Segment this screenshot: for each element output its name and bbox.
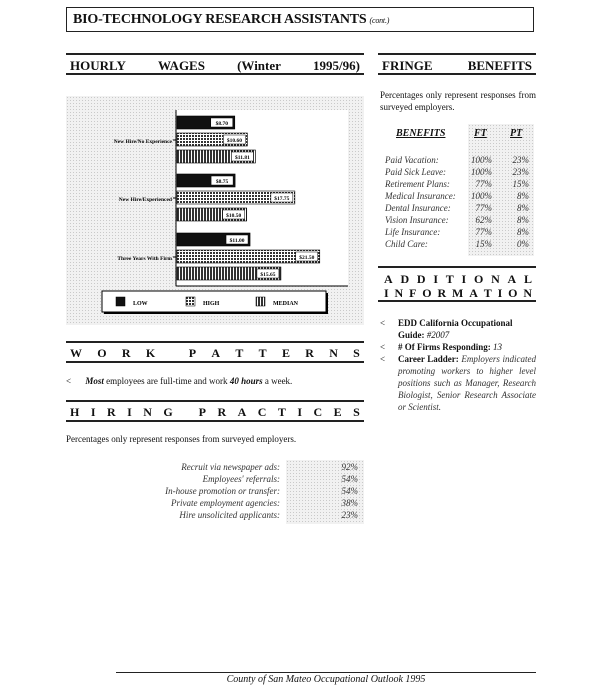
chart-data-label: $10.60 <box>226 138 242 144</box>
header-word: G <box>163 405 173 419</box>
header-word: P <box>198 405 206 419</box>
fringe-row <box>385 167 533 179</box>
header-word: H <box>70 405 80 419</box>
header-word: I <box>461 272 467 286</box>
hourly-wages-header <box>66 53 364 75</box>
header-word: T <box>445 272 454 286</box>
header-word: 1995/96) <box>313 58 360 73</box>
header-word: N <box>329 346 338 360</box>
header-word: O <box>97 346 107 360</box>
chart-category-label: Three Years With Firm <box>117 256 172 262</box>
header-word: HOURLY <box>70 58 126 73</box>
hiring-practice-name: Private employment agencies: <box>171 498 280 508</box>
header-word: R <box>437 286 447 300</box>
hiring-row <box>130 474 364 486</box>
header-word: F <box>409 286 417 300</box>
fringe-benefit-name: Life Insurance: <box>385 227 441 237</box>
chart-legend-label: HIGH <box>203 301 220 307</box>
header-word: N <box>491 272 500 286</box>
work-bullet: < <box>66 376 72 386</box>
footer-rule <box>116 672 536 673</box>
work-patterns-text <box>66 376 364 386</box>
header-word: C <box>257 405 267 419</box>
header-word: C <box>313 405 323 419</box>
chart-data-label: $17.75 <box>274 196 290 202</box>
fringe-row <box>385 215 533 227</box>
fringe-benefit-name: Medical Insurance: <box>385 191 456 201</box>
header-word: I <box>497 286 503 300</box>
fringe-row <box>385 191 533 203</box>
hiring-practice-name: Recruit via newspaper ads: <box>181 462 280 472</box>
addl-edd-label: EDD California Occupational Guide: <box>398 318 513 340</box>
work-most: Most <box>85 376 104 386</box>
hiring-practice-name: In-house promotion or transfer: <box>165 486 280 496</box>
fringe-row <box>385 155 533 167</box>
header-word: T <box>483 286 492 300</box>
header-word: A <box>211 346 221 360</box>
header-word: W <box>70 346 82 360</box>
work-patterns-header <box>66 341 364 363</box>
addl-career-label: Career Ladder: <box>398 354 459 364</box>
header-word: P <box>188 346 197 360</box>
fringe-ft-value: 77% <box>475 203 492 213</box>
bullet-mark: < <box>380 354 386 364</box>
hiring-row <box>130 462 364 474</box>
fringe-pt-value: 8% <box>517 227 529 237</box>
fringe-row <box>385 179 533 191</box>
header-word: I <box>127 405 132 419</box>
header-word: FRINGE <box>382 58 433 73</box>
fringe-pt-value: 8% <box>517 203 529 213</box>
header-word <box>184 405 187 420</box>
chart-data-label: $11.81 <box>235 155 250 161</box>
fringe-benefit-name: Paid Vacation: <box>385 155 439 165</box>
work-hours: 40 hours <box>229 376 263 386</box>
col-pt: PT <box>510 128 523 139</box>
fringe-pt-value: 0% <box>517 239 529 249</box>
footer-text: County of San Mateo Occupational Outlook 1995 <box>226 674 426 685</box>
col-ft: FT <box>474 128 487 139</box>
hiring-practice-value: 38% <box>341 498 358 508</box>
work-text-2: a week. <box>264 376 293 386</box>
fringe-benefit-name: Vision Insurance: <box>385 215 449 225</box>
header-word: R <box>305 346 314 360</box>
fringe-pt-value: 23% <box>512 155 529 165</box>
addl-firms-label: # Of Firms Responding: <box>398 342 491 352</box>
hiring-row <box>130 486 364 498</box>
addl-item-firms <box>380 341 536 353</box>
hiring-practice-value: 23% <box>341 510 358 520</box>
header-word: I <box>433 272 438 286</box>
fringe-pt-value: 15% <box>512 179 529 189</box>
chart-legend-swatch <box>186 297 195 306</box>
fringe-ft-value: 100% <box>471 191 492 201</box>
fringe-ft-value: 77% <box>475 227 492 237</box>
header-word: T <box>277 405 286 419</box>
chart-data-label: $8.70 <box>215 121 228 127</box>
hiring-practice-value: 54% <box>341 486 358 496</box>
addl-item-edd <box>380 317 536 341</box>
fringe-row <box>385 203 533 215</box>
fringe-row <box>385 227 533 239</box>
header-word: I <box>90 405 96 419</box>
header-word: O <box>508 286 518 300</box>
fringe-pt-value: 8% <box>517 191 529 201</box>
fringe-row <box>385 239 533 251</box>
fringe-ft-value: 100% <box>471 167 492 177</box>
page-title-box <box>66 7 534 32</box>
header-word: BENEFITS <box>467 58 532 73</box>
header-word: R <box>106 405 116 419</box>
header-word: S <box>353 346 360 360</box>
hiring-practice-value: 92% <box>341 462 358 472</box>
additional-info-header <box>378 266 536 302</box>
chart-category-label: New Hire/Experienced <box>118 197 172 203</box>
hiring-practice-name: Employees' referrals: <box>202 474 280 484</box>
header-word: D <box>400 272 410 286</box>
header-word: K <box>145 346 156 360</box>
header-word: O <box>422 286 432 300</box>
fringe-ft-value: 62% <box>475 215 492 225</box>
chart-legend-label: MEDIAN <box>273 301 298 307</box>
chart-data-label: $8.75 <box>215 179 229 185</box>
hiring-practice-name: Hire unsolicited applicants: <box>179 510 280 520</box>
header-word: WAGES <box>158 58 205 73</box>
bullet-mark: < <box>380 318 386 328</box>
chart-category-label: New Hire/No Experience <box>113 139 172 145</box>
header-word: A <box>384 272 393 286</box>
header-word <box>170 346 173 361</box>
header-word: E <box>333 405 342 419</box>
fringe-pt-value: 8% <box>517 215 529 225</box>
wages-chart-svg <box>66 96 364 325</box>
chart-data-label: $15.65 <box>260 272 276 278</box>
header-word: M <box>452 286 464 300</box>
header-word: (Winter <box>237 58 281 73</box>
hiring-intro: Percentages only represent responses from surveyed employers. <box>66 434 297 444</box>
hiring-table <box>130 460 364 524</box>
chart-legend-swatch <box>116 297 125 306</box>
header-word: A <box>469 286 478 300</box>
hiring-practices-header <box>66 400 364 422</box>
chart-data-label: $11.00 <box>229 238 245 244</box>
bullet-mark: < <box>380 342 386 352</box>
header-word: D <box>416 272 426 286</box>
addl-item-career <box>380 353 536 413</box>
header-word: T <box>235 346 244 360</box>
title-cont: (cont.) <box>369 16 390 25</box>
header-word: S <box>353 405 360 419</box>
fringe-benefit-name: Dental Insurance: <box>385 203 451 213</box>
hiring-practice-value: 54% <box>341 474 358 484</box>
fringe-benefits-header <box>378 53 536 75</box>
work-text-1: employees are full-time and work <box>106 376 228 386</box>
header-word: L <box>523 272 532 286</box>
header-word: I <box>297 405 303 419</box>
fringe-pt-value: 23% <box>512 167 529 177</box>
fringe-benefit-name: Child Care: <box>385 239 428 249</box>
header-word: R <box>217 405 227 419</box>
header-word: N <box>394 286 404 300</box>
addl-edd-value: #2007 <box>426 330 450 340</box>
wages-chart <box>66 96 364 325</box>
addl-firms-value: 13 <box>493 342 503 352</box>
fringe-ft-value: 100% <box>471 155 492 165</box>
chart-data-label: $21.50 <box>299 255 315 261</box>
chart-data-label: $10.50 <box>226 213 242 219</box>
header-word: O <box>473 272 484 286</box>
hiring-row <box>130 498 364 510</box>
fringe-intro: Percentages only represent responses from surveyed employers. <box>380 90 536 112</box>
fringe-ft-value: 15% <box>475 239 492 249</box>
chart-legend-swatch <box>256 297 265 306</box>
header-word: E <box>281 346 290 360</box>
header-word: N <box>523 286 532 300</box>
header-word: T <box>258 346 267 360</box>
col-benefits: BENEFITS <box>396 128 446 139</box>
fringe-ft-value: 77% <box>475 179 492 189</box>
hiring-row <box>130 510 364 522</box>
page-title: BIO-TECHNOLOGY RESEARCH ASSISTANTS (cont.) <box>73 12 390 27</box>
header-word: N <box>143 405 152 419</box>
header-word: I <box>384 286 389 300</box>
header-word: A <box>237 405 247 419</box>
header-word: A <box>507 272 517 286</box>
header-word: R <box>121 346 131 360</box>
fringe-table <box>380 122 536 256</box>
addl-career-value: Employers indicated promoting workers to higher level positions such as Manager, Research Biologist, Senior Research Associate or Scientist. <box>398 354 537 412</box>
chart-legend-label: LOW <box>133 301 148 307</box>
fringe-benefit-name: Paid Sick Leave: <box>385 167 446 177</box>
fringe-benefit-name: Retirement Plans: <box>385 179 450 189</box>
